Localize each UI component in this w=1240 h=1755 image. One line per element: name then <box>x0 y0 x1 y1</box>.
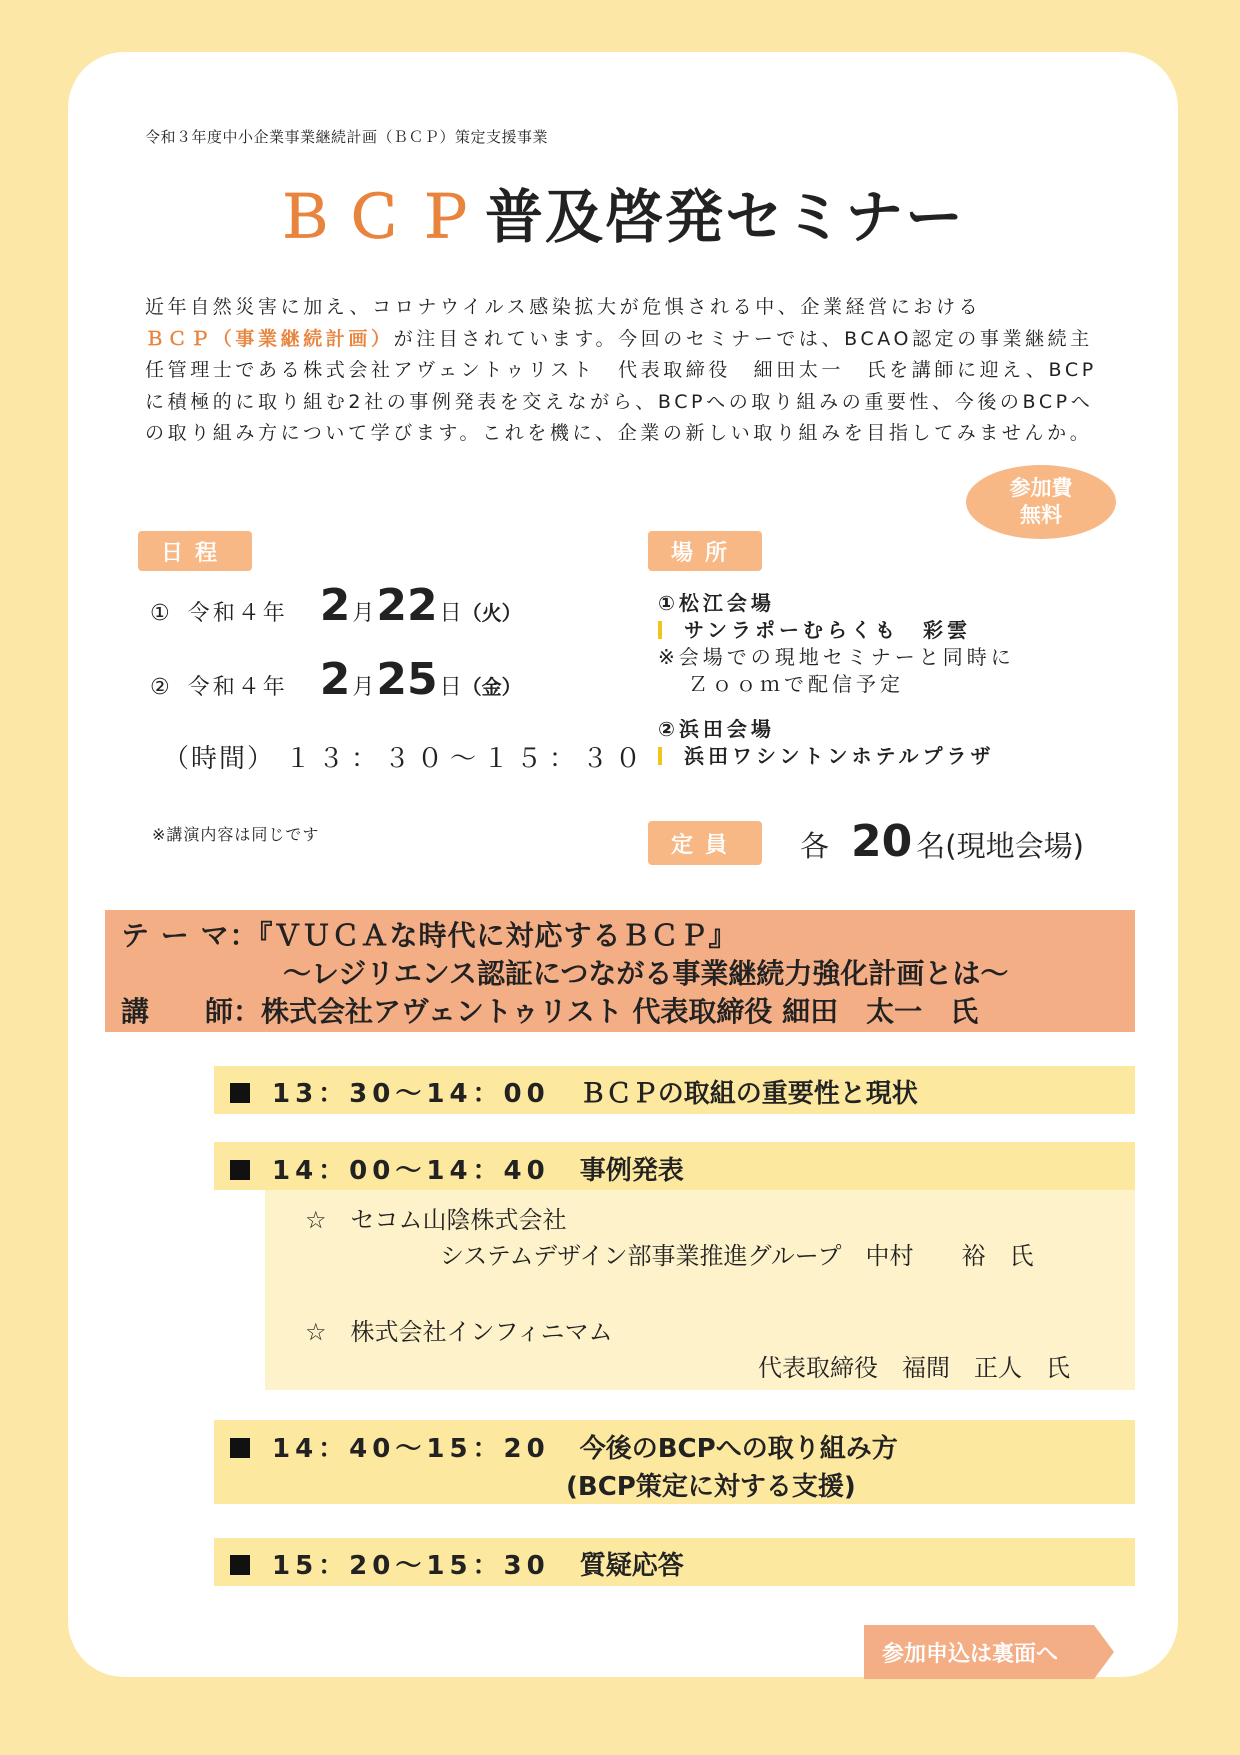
content-note: ※講演内容は同じです <box>152 825 320 844</box>
date-month: 2 <box>319 654 351 705</box>
venue-2-place-row <box>658 743 1015 770</box>
venue-1-place-row <box>658 617 1015 644</box>
program-title-sub: (BCP策定に対する支援) <box>566 1472 856 1502</box>
program-time: 14：00～14：40 <box>272 1156 550 1186</box>
time-label: （時間） <box>163 744 276 774</box>
date-month: 2 <box>319 580 351 631</box>
venue-2-name: ②浜田会場 <box>658 717 775 741</box>
month-unit: 月 <box>352 675 375 700</box>
venue-list <box>658 590 1015 770</box>
apply-on-back-label: 参加申込は裏面へ <box>864 1625 1094 1679</box>
intro-paragraph <box>145 292 1100 450</box>
title-accent: ＢＣＰ <box>274 183 485 251</box>
program-title: 事例発表 <box>579 1156 684 1186</box>
date-era: 令和４年 <box>187 601 288 626</box>
theme-title: テ ー マ：『ＶＵＣＡな時代に対応するＢＣＰ』 <box>121 919 738 952</box>
arrow-right-icon <box>1094 1625 1114 1679</box>
square-bullet-icon <box>230 1555 250 1575</box>
date-2 <box>150 654 522 705</box>
venue-1-name: ①松江会場 <box>658 591 775 615</box>
venue-bar <box>658 621 662 639</box>
square-bullet-icon <box>230 1160 250 1180</box>
theme-subtitle: ～レジリエンス認証につながる事業継続力強化計画とは～ <box>283 957 1009 990</box>
case-1-company: ☆ セコム山陰株式会社 <box>305 1206 567 1234</box>
time-value: １３：３０～１５：３０ <box>285 744 649 774</box>
month-unit: 月 <box>352 601 375 626</box>
lecturer: 講 師：株式会社アヴェントゥリスト 代表取締役 細田 太一 氏 <box>121 995 979 1028</box>
square-bullet-icon <box>230 1438 250 1458</box>
program-title: ＢＣＰの取組の重要性と現状 <box>579 1079 918 1109</box>
program-item-3-text <box>230 1428 898 1465</box>
venue-2-place: 浜田ワシントンホテルプラザ <box>684 744 995 768</box>
intro-text-2: が注目されています。今回のセミナーでは、BCAO認定の事業継続主任管理士である株式会社アヴェントゥリスト 代表取締役 細田太一 氏を講師に迎え、BCPに積極的に取り組む2社の事例発表を交えながら、BCPへの取り組みの重要性、今後のBCPへの取り組み方について学びます。これを機に、企業の新しい取り組みを目指してみませんか。 <box>145 327 1097 444</box>
date-era: 令和４年 <box>187 675 288 700</box>
date-weekday: （金） <box>461 675 522 699</box>
intro-text-1: 近年自然災害に加え、コロナウイルス感染拡大が危惧される中、企業経営における <box>145 296 982 318</box>
intro-highlight: ＢＣＰ（事業継続計画） <box>145 327 394 350</box>
program-item-1-text <box>230 1073 918 1110</box>
date-day: 22 <box>376 580 438 631</box>
title-rest: 普及啓発セミナー <box>485 183 966 251</box>
venue-1-note: ※会場での現地セミナーと同時に <box>658 645 1015 669</box>
theme-band <box>105 910 1135 1032</box>
venue-1-place: サンラポーむらくも 彩雲 <box>684 618 971 642</box>
capacity-suffix: 名(現地会場) <box>916 829 1084 863</box>
program-item-4-text <box>230 1545 684 1582</box>
date-day: 25 <box>376 654 438 705</box>
date-index: ① <box>150 601 170 626</box>
day-unit: 日 <box>439 675 462 700</box>
date-1 <box>150 580 522 631</box>
case-studies-box <box>265 1190 1135 1390</box>
capacity-number: 20 <box>851 816 913 867</box>
schedule-tag: 日程 <box>138 531 252 571</box>
program-time: 13：30～14：00 <box>272 1079 550 1109</box>
time-line <box>163 738 648 775</box>
square-bullet-icon <box>230 1083 250 1103</box>
venue-bar <box>658 747 662 765</box>
capacity-line <box>800 816 1084 867</box>
case-2-company: ☆ 株式会社インフィニマム <box>305 1318 613 1346</box>
program-time: 14：40～15：20 <box>272 1434 550 1464</box>
venue-tag: 場所 <box>648 531 762 571</box>
program-title: 今後のBCPへの取り組み方 <box>579 1434 898 1464</box>
program-time: 15：20～15：30 <box>272 1551 550 1581</box>
case-2-person: 代表取締役 福間 正人 氏 <box>758 1354 1070 1382</box>
venue-1-zoom: Ｚｏｏｍで配信予定 <box>688 672 904 696</box>
fee-badge <box>966 465 1116 539</box>
fee-label: 参加費 <box>1009 476 1073 500</box>
page-title <box>0 170 1240 254</box>
fee-value: 無料 <box>1020 503 1062 527</box>
date-index: ② <box>150 675 170 700</box>
capacity-tag: 定員 <box>648 821 762 865</box>
day-unit: 日 <box>439 601 462 626</box>
program-item-2-text <box>230 1150 684 1187</box>
date-weekday: （火） <box>461 601 522 625</box>
case-1-person: システムデザイン部事業推進グループ 中村 裕 氏 <box>440 1242 1034 1270</box>
capacity-prefix: 各 <box>800 829 830 863</box>
program-title: 質疑応答 <box>579 1551 684 1581</box>
program-subtitle: 令和３年度中小企業事業継続計画（ＢＣＰ）策定支援事業 <box>145 128 549 146</box>
